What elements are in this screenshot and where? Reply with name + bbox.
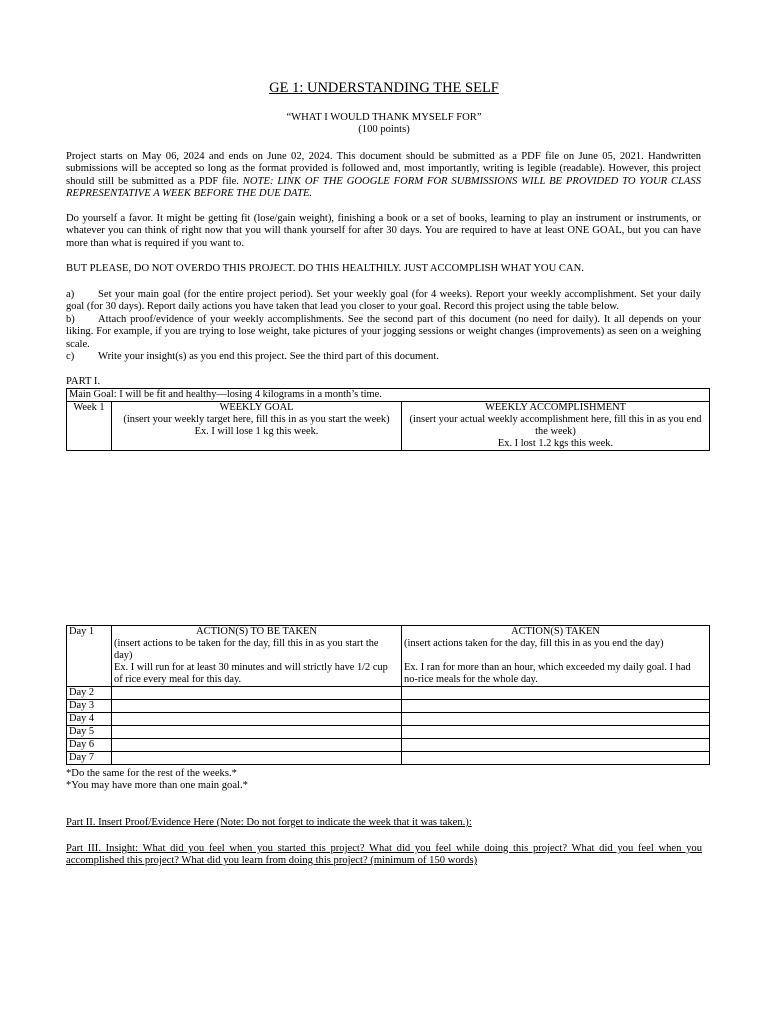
day-label: Day 1 [67,626,112,687]
instruction-text: Write your insight(s) as you end this project. See the third part of this document. [98,351,439,362]
day-row [67,687,710,700]
instruction-label: a) [66,289,75,300]
note-line: *Do the same for the rest of the weeks.* [66,768,237,779]
actions-taken-hint: (insert actions taken for the day, fill this in as you end the day) [404,638,664,649]
actions-to-be-taken-hint: (insert actions to be taken for the day, fill this in as you start the day) [114,638,379,661]
daily-actions-table [66,625,710,765]
day-done-cell [402,687,710,700]
table-notes [66,768,248,792]
day-label: Day 7 [67,752,112,765]
weekly-goal-header: WEEKLY GOAL [219,402,294,413]
main-goal-cell: Main Goal: I will be fit and healthy—losing 4 kilograms in a month’s time. [67,389,710,402]
week-row [67,402,710,451]
weekly-goal-cell [112,402,402,451]
intro-dates-text: Project starts on May 06, 2024 and ends on June 02, 2024. This document should be submitted as a PDF file on June 05, 2021. Handwritten submissions will be accepted so long as the format provided is followed and, most importantly, writing is legible (readable). However, this project should still be submitted as a PDF file. [66,151,701,187]
part3-heading: Part III. Insight: What did you feel when you started this project? What did you feel while doing this project? What did you feel when you accomplished this project? What did you learn from doing this project? (minimum of 150 words) [66,843,702,866]
day-row [67,739,710,752]
actions-taken-cell [402,626,710,687]
weekly-accomplishment-header: WEEKLY ACCOMPLISHMENT [485,402,626,413]
day-label: Day 4 [67,713,112,726]
day-label: Day 3 [67,700,112,713]
week-label: Week 1 [67,402,112,451]
instruction-text: Set your main goal (for the entire project period). Set your weekly goal (for 4 weeks). Report your weekly accomplishment. Set your daily goal (for 30 days). Report daily actions you have taken that lead you closer to your goal. Record this project using the table below. [66,289,701,313]
day-label: Day 5 [67,726,112,739]
instruction-text: Attach proof/evidence of your weekly accomplishments. See the second part of this document (no need for daily). It all depends on your liking. For example, if you are trying to lose weight, take pictures of your jogging sessions or weight changes (improvements) as seen on a weighing scale. [66,314,701,350]
instruction-label: b) [66,314,75,325]
weekly-accomplishment-example: Ex. I lost 1.2 kgs this week. [497,438,614,449]
instruction-b [66,314,701,351]
day-done-cell [402,713,710,726]
weekly-goal-example: Ex. I will lose 1 kg this week. [194,426,319,437]
day-done-cell [402,700,710,713]
day-done-cell [402,752,710,765]
day-plan-cell [112,687,402,700]
instruction-a [66,289,701,314]
google-form-note: NOTE: LINK OF THE GOOGLE FORM FOR SUBMISSIONS WILL BE PROVIDED TO YOUR CLASS REPRESENTATIVE A WEEK BEFORE THE DUE DATE. [66,175,701,199]
main-goal-row [67,389,710,402]
document-title: GE 1: UNDERSTANDING THE SELF [269,80,499,96]
points-label: (100 points) [358,124,410,135]
day-row [67,700,710,713]
intro-paragraph-1 [66,151,701,200]
intro-paragraph-2: Do yourself a favor. It might be getting fit (lose/gain weight), finishing a book or a set of books, learning to play an instrument or instruments, or whatever you can think of right now that you will thank yourself for after 30 days. You are required to have at least ONE GOAL, but you can have more than what is required if you want to. [66,213,701,249]
day-plan-cell [112,700,402,713]
actions-to-be-taken-header: ACTION(S) TO BE TAKEN [196,626,317,637]
day-plan-cell [112,726,402,739]
day-plan-cell [112,713,402,726]
part2-heading: Part II. Insert Proof/Evidence Here (Note: Do not forget to indicate the week that it was taken.): [66,817,472,828]
intro-warning: BUT PLEASE, DO NOT OVERDO THIS PROJECT. DO THIS HEALTHILY. JUST ACCOMPLISH WHAT YOU CAN. [66,263,584,274]
weekly-accomplishment-cell [402,402,710,451]
day-row [67,752,710,765]
actions-to-be-taken-example: Ex. I will run for at least 30 minutes and will strictly have 1/2 cup of rice every meal for this day. [114,662,388,685]
day-row [67,713,710,726]
actions-to-be-taken-cell [112,626,402,687]
day-label: Day 6 [67,739,112,752]
day1-row [67,626,710,687]
day-plan-cell [112,752,402,765]
document-subtitle [0,112,768,136]
actions-taken-example: Ex. I ran for more than an hour, which exceeded my daily goal. I had no-rice meals for the whole day. [404,662,691,685]
weekly-accomplishment-hint: (insert your actual weekly accomplishment here, fill this in as you end the week) [409,414,702,437]
weekly-goal-table [66,388,710,451]
day-plan-cell [112,739,402,752]
note-line: *You may have more than one main goal.* [66,780,248,791]
day-done-cell [402,739,710,752]
weekly-goal-hint: (insert your weekly target here, fill this in as you start the week) [123,414,390,425]
spacer [404,650,707,662]
actions-taken-header: ACTION(S) TAKEN [511,626,600,637]
day-done-cell [402,726,710,739]
instruction-label: c) [66,351,75,362]
instruction-c [66,351,701,363]
part1-heading: PART I. [66,376,101,387]
project-name: “WHAT I WOULD THANK MYSELF FOR” [286,112,482,123]
day-label: Day 2 [67,687,112,700]
day-row [67,726,710,739]
